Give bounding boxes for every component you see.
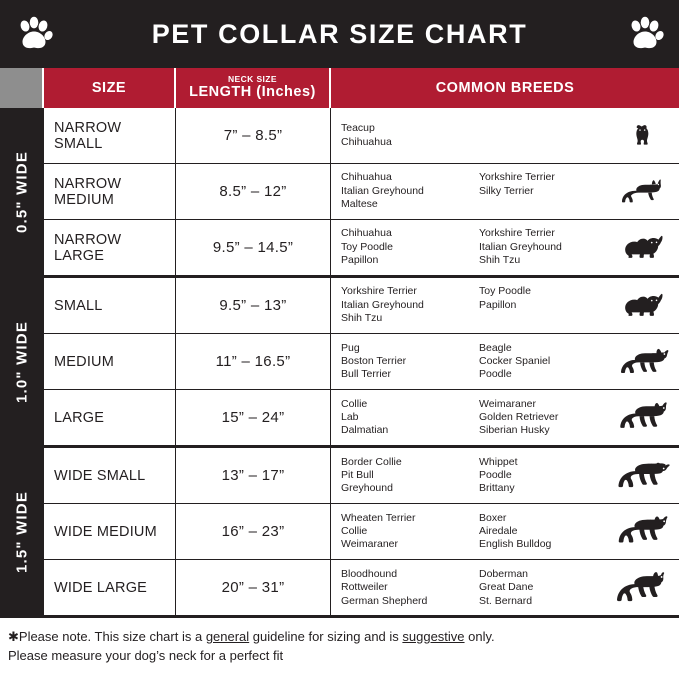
dog-silhouette-pomeranian-icon xyxy=(617,292,679,319)
breed-name: Weimaraner xyxy=(341,538,398,551)
breed-name: Border Collie xyxy=(341,455,402,468)
group-rows xyxy=(44,108,679,275)
breed-name: Greyhound xyxy=(341,482,393,495)
breed-columns xyxy=(331,456,617,496)
footnote-text-a: ✱Please note. This size chart is a xyxy=(8,629,206,645)
breed-name: Papillon xyxy=(341,254,379,267)
group-rows xyxy=(44,278,679,445)
dog-silhouette-husky-icon xyxy=(617,402,679,433)
breed-column-left xyxy=(341,398,479,438)
footnote-underline-suggestive: suggestive xyxy=(402,629,465,645)
breed-name: German Shepherd xyxy=(341,594,428,607)
breed-columns xyxy=(331,512,617,552)
breed-name: Dalmatian xyxy=(341,424,389,437)
cell-common-breeds xyxy=(331,448,679,503)
breed-columns xyxy=(331,285,617,325)
cell-neck-length: 9.5” – 14.5” xyxy=(176,220,331,275)
breed-column-left xyxy=(341,512,479,552)
breed-name: Bull Terrier xyxy=(341,368,391,381)
dog-silhouette-weimaraner-icon xyxy=(617,516,679,547)
breed-name: Beagle xyxy=(479,341,512,354)
breed-name: Papillon xyxy=(479,298,517,311)
table-row xyxy=(44,560,679,615)
breed-name: Toy Poodle xyxy=(341,240,393,253)
breed-column-left xyxy=(341,227,479,267)
breed-name: Shih Tzu xyxy=(341,312,383,325)
breed-name: Poodle xyxy=(479,469,512,482)
group-width-label-text: 1.0" WIDE xyxy=(13,320,31,403)
table-row xyxy=(44,504,679,560)
cell-neck-length: 11” – 16.5” xyxy=(176,334,331,389)
breed-name: Maltese xyxy=(341,198,378,211)
chart-footnote xyxy=(0,615,679,678)
breed-name: Chihuahua xyxy=(341,227,392,240)
table-row xyxy=(44,448,679,504)
cell-neck-length: 13” – 17” xyxy=(176,448,331,503)
breed-name: Boxer xyxy=(479,511,507,524)
breed-name: English Bulldog xyxy=(479,538,552,551)
table-row xyxy=(44,164,679,220)
cell-neck-length: 16” – 23” xyxy=(176,504,331,559)
breed-name: Italian Greyhound xyxy=(341,298,424,311)
footnote-text-c: only. xyxy=(464,629,495,645)
breed-name: Chihuahua xyxy=(341,135,392,148)
cell-common-breeds xyxy=(331,560,679,615)
breed-name: Pug xyxy=(341,341,360,354)
breed-name: Cocker Spaniel xyxy=(479,354,551,367)
breed-name: Weimaraner xyxy=(479,397,536,410)
breed-name: Airedale xyxy=(479,525,518,538)
breed-column-left xyxy=(341,285,479,325)
footnote-text-b: guideline for sizing and is xyxy=(249,629,403,645)
column-header-length-sub: NECK SIZE xyxy=(228,74,277,85)
table-row xyxy=(44,390,679,445)
group-width-label-text: 0.5" WIDE xyxy=(13,150,31,233)
cell-common-breeds xyxy=(331,390,679,445)
cell-size-name: SMALL xyxy=(44,278,176,333)
breed-columns xyxy=(331,171,617,211)
group-rows xyxy=(44,448,679,615)
dog-silhouette-pomeranian-icon xyxy=(617,234,679,261)
breed-column-right xyxy=(479,122,617,149)
breed-column-left xyxy=(341,171,479,211)
footnote-line-2: Please measure your dog’s neck for a perfect fit xyxy=(8,648,284,664)
cell-common-breeds xyxy=(331,504,679,559)
cell-common-breeds xyxy=(331,278,679,333)
cell-common-breeds xyxy=(331,334,679,389)
table-header-row xyxy=(0,68,679,108)
cell-size-name: LARGE xyxy=(44,390,176,445)
breed-column-left xyxy=(341,122,479,149)
cell-size-name: NARROW SMALL xyxy=(44,108,176,163)
cell-size-name: WIDE MEDIUM xyxy=(44,504,176,559)
breed-name: Bloodhound xyxy=(341,567,398,580)
breed-name: Pit Bull xyxy=(341,469,374,482)
breed-name: Great Dane xyxy=(479,581,534,594)
breed-name: Yorkshire Terrier xyxy=(479,171,555,184)
table-row xyxy=(44,108,679,164)
breed-columns xyxy=(331,342,617,382)
table-row xyxy=(44,220,679,275)
breed-name: Lab xyxy=(341,410,359,423)
footnote-line-1 xyxy=(8,628,671,647)
group-width-label xyxy=(0,108,44,275)
column-header-length-main: LENGTH (Inches) xyxy=(189,84,316,101)
breed-name: Yorkshire Terrier xyxy=(341,285,417,298)
breed-columns xyxy=(331,398,617,438)
breed-name: Silky Terrier xyxy=(479,184,534,197)
dog-silhouette-yorkie-icon xyxy=(617,124,679,147)
cell-neck-length: 7” – 8.5” xyxy=(176,108,331,163)
breed-column-right xyxy=(479,171,617,211)
paw-print-icon xyxy=(14,14,54,54)
breed-column-left xyxy=(341,568,479,608)
breed-name: Collie xyxy=(341,397,368,410)
cell-neck-length: 9.5” – 13” xyxy=(176,278,331,333)
group-width-label xyxy=(0,278,44,445)
footnote-underline-general: general xyxy=(205,629,250,645)
breed-name: Siberian Husky xyxy=(479,424,550,437)
cell-neck-length: 8.5” – 12” xyxy=(176,164,331,219)
breed-name: St. Bernard xyxy=(479,594,533,607)
column-header-breeds: COMMON BREEDS xyxy=(331,68,679,108)
breed-name: Golden Retriever xyxy=(479,410,559,423)
cell-neck-length: 15” – 24” xyxy=(176,390,331,445)
column-header-size: SIZE xyxy=(44,68,176,108)
breed-name: Toy Poodle xyxy=(479,285,531,298)
cell-common-breeds xyxy=(331,164,679,219)
breed-name: Italian Greyhound xyxy=(479,240,562,253)
breed-column-right xyxy=(479,227,617,267)
breed-name: Rottweiler xyxy=(341,581,388,594)
breed-name: Italian Greyhound xyxy=(341,184,424,197)
breed-column-right xyxy=(479,568,617,608)
dog-silhouette-chihuahua-icon xyxy=(617,178,679,205)
breed-columns xyxy=(331,227,617,267)
group-width-label-text: 1.5" WIDE xyxy=(13,490,31,573)
cell-size-name: WIDE SMALL xyxy=(44,448,176,503)
chart-header xyxy=(0,0,679,68)
page-title: PET COLLAR SIZE CHART xyxy=(151,18,528,49)
breed-column-left xyxy=(341,456,479,496)
breed-name: Whippet xyxy=(479,455,518,468)
cell-size-name: NARROW LARGE xyxy=(44,220,176,275)
table-row xyxy=(44,334,679,390)
size-group xyxy=(0,278,679,448)
dog-silhouette-doberman-icon xyxy=(617,572,679,604)
table-body xyxy=(0,108,679,615)
cell-common-breeds xyxy=(331,108,679,163)
paw-print-icon xyxy=(625,14,665,54)
size-group xyxy=(0,108,679,278)
breed-column-right xyxy=(479,456,617,496)
size-group xyxy=(0,448,679,615)
breed-name: Collie xyxy=(341,525,368,538)
breed-column-left xyxy=(341,342,479,382)
cell-size-name: NARROW MEDIUM xyxy=(44,164,176,219)
dog-silhouette-beagle-icon xyxy=(617,347,679,377)
breed-name: Brittany xyxy=(479,482,515,495)
cell-common-breeds xyxy=(331,220,679,275)
breed-columns xyxy=(331,568,617,608)
cell-size-name: MEDIUM xyxy=(44,334,176,389)
header-corner-cell xyxy=(0,68,44,108)
cell-neck-length: 20” – 31” xyxy=(176,560,331,615)
breed-name: Wheaten Terrier xyxy=(341,511,416,524)
breed-column-right xyxy=(479,285,617,325)
cell-size-name: WIDE LARGE xyxy=(44,560,176,615)
breed-name: Doberman xyxy=(479,567,529,580)
breed-name: Teacup xyxy=(341,122,375,135)
group-width-label xyxy=(0,448,44,615)
breed-name: Chihuahua xyxy=(341,171,392,184)
column-header-length xyxy=(176,68,331,108)
breed-name: Boston Terrier xyxy=(341,354,407,367)
breed-column-right xyxy=(479,342,617,382)
table-row xyxy=(44,278,679,334)
breed-name: Poodle xyxy=(479,368,512,381)
breed-name: Yorkshire Terrier xyxy=(479,227,555,240)
breed-column-right xyxy=(479,398,617,438)
dog-silhouette-pitbull-icon xyxy=(617,460,679,491)
breed-name: Shih Tzu xyxy=(479,254,521,267)
breed-column-right xyxy=(479,512,617,552)
breed-columns xyxy=(331,122,617,149)
